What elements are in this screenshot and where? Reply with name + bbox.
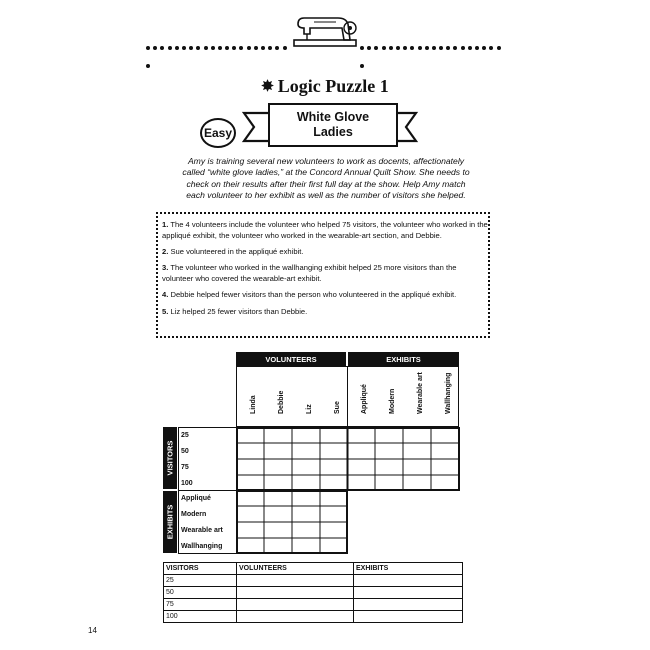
answer-header: EXHIBITS xyxy=(354,563,463,575)
row-label: Wallhanging xyxy=(181,542,223,550)
dot xyxy=(468,46,472,50)
row-label: 50 xyxy=(181,447,189,455)
volunteers-header: VOLUNTEERS xyxy=(236,352,346,366)
dot xyxy=(268,46,272,50)
row-label: 75 xyxy=(181,463,189,471)
column-label: Linda xyxy=(250,395,257,414)
table-row: 50 xyxy=(164,587,463,599)
page-number: 14 xyxy=(88,626,97,635)
answer-header: VISITORS xyxy=(164,563,237,575)
dot xyxy=(239,46,243,50)
dot xyxy=(204,46,208,50)
dot xyxy=(261,46,265,50)
dot xyxy=(367,46,371,50)
dot xyxy=(225,46,229,50)
clue: 4. Debbie helped fewer visitors than the person who volunteered in the appliqué exhibit. xyxy=(162,290,457,300)
sewing-machine-icon xyxy=(292,12,362,48)
clue: 1. The 4 volunteers include the volunteer who helped 75 visitors, the volunteer who worked in the appliqué exhibit, the volunteer who worked in the wearable-art section, and Debbie. xyxy=(162,220,488,240)
table-row: 75 xyxy=(164,599,463,611)
column-label: Modern xyxy=(389,388,396,414)
clue: 5. Liz helped 25 fewer visitors than Debbie. xyxy=(162,306,308,316)
dot xyxy=(275,46,279,50)
dot xyxy=(254,46,258,50)
clue: 3. The volunteer who worked in the wallhanging exhibit helped 25 more visitors than the volunteer who covered the wearable-art exhibit. xyxy=(162,263,457,284)
column-label: Sue xyxy=(334,401,341,414)
dot xyxy=(461,46,465,50)
dot xyxy=(425,46,429,50)
column-label: Appliqué xyxy=(361,384,368,414)
dot xyxy=(439,46,443,50)
answer-table xyxy=(163,562,463,623)
dot xyxy=(446,46,450,50)
dot xyxy=(382,46,386,50)
dot xyxy=(153,46,157,50)
exhibits-header: EXHIBITS xyxy=(348,352,459,366)
dot xyxy=(403,46,407,50)
dot xyxy=(283,46,287,50)
dot xyxy=(247,46,251,50)
dot xyxy=(389,46,393,50)
intro-text: Amy is training several new volunteers to work as docents, affectionately called “white glove ladies,” at the Concord Annual Quilt Show. She needs to check on their results after their first full day at the show. Help Amy match each volunteer to her exhibit as well as the number of visitors she helped. xyxy=(182,156,470,200)
row-label: Wearable art xyxy=(181,526,223,534)
dot xyxy=(475,46,479,50)
dot xyxy=(218,46,222,50)
right-dotted-divider xyxy=(360,46,510,52)
left-dotted-divider xyxy=(146,46,296,52)
dot xyxy=(374,46,378,50)
dot xyxy=(432,46,436,50)
clues-box xyxy=(156,212,490,338)
table-row: 100 xyxy=(164,611,463,623)
dot xyxy=(146,46,150,50)
dot xyxy=(160,46,164,50)
dot xyxy=(497,46,501,50)
clue: 2. Sue volunteered in the appliqué exhibit. xyxy=(162,247,304,257)
row-label: Modern xyxy=(181,510,207,518)
dot xyxy=(410,46,414,50)
column-label: Liz xyxy=(306,404,313,414)
column-label: Debbie xyxy=(278,390,285,414)
dot xyxy=(482,46,486,50)
dot xyxy=(232,46,236,50)
row-label: 100 xyxy=(181,479,193,487)
dot xyxy=(146,64,150,68)
dot xyxy=(189,46,193,50)
puzzle-name: White Glove Ladies xyxy=(268,103,398,147)
dot xyxy=(168,46,172,50)
dot xyxy=(418,46,422,50)
quilt-star-icon: ✸ xyxy=(261,79,274,95)
logic-grid-cells[interactable] xyxy=(236,427,460,555)
dot xyxy=(211,46,215,50)
dot xyxy=(489,46,493,50)
page-title: ✸ Logic Puzzle 1 xyxy=(261,76,389,96)
dot xyxy=(360,46,364,50)
dot xyxy=(175,46,179,50)
table-row: 25 xyxy=(164,575,463,587)
column-label: Wallhanging xyxy=(445,372,452,414)
dot xyxy=(182,46,186,50)
column-label: Wearable art xyxy=(417,372,424,414)
dot xyxy=(396,46,400,50)
exhibits-side-header: EXHIBITS xyxy=(163,491,177,553)
answer-header: VOLUNTEERS xyxy=(237,563,354,575)
dot xyxy=(360,64,364,68)
difficulty-badge: Easy xyxy=(200,118,236,148)
visitors-side-header: VISITORS xyxy=(163,427,177,489)
dot xyxy=(453,46,457,50)
row-label: 25 xyxy=(181,431,189,439)
row-label: Appliqué xyxy=(181,494,211,502)
dot xyxy=(196,46,200,50)
